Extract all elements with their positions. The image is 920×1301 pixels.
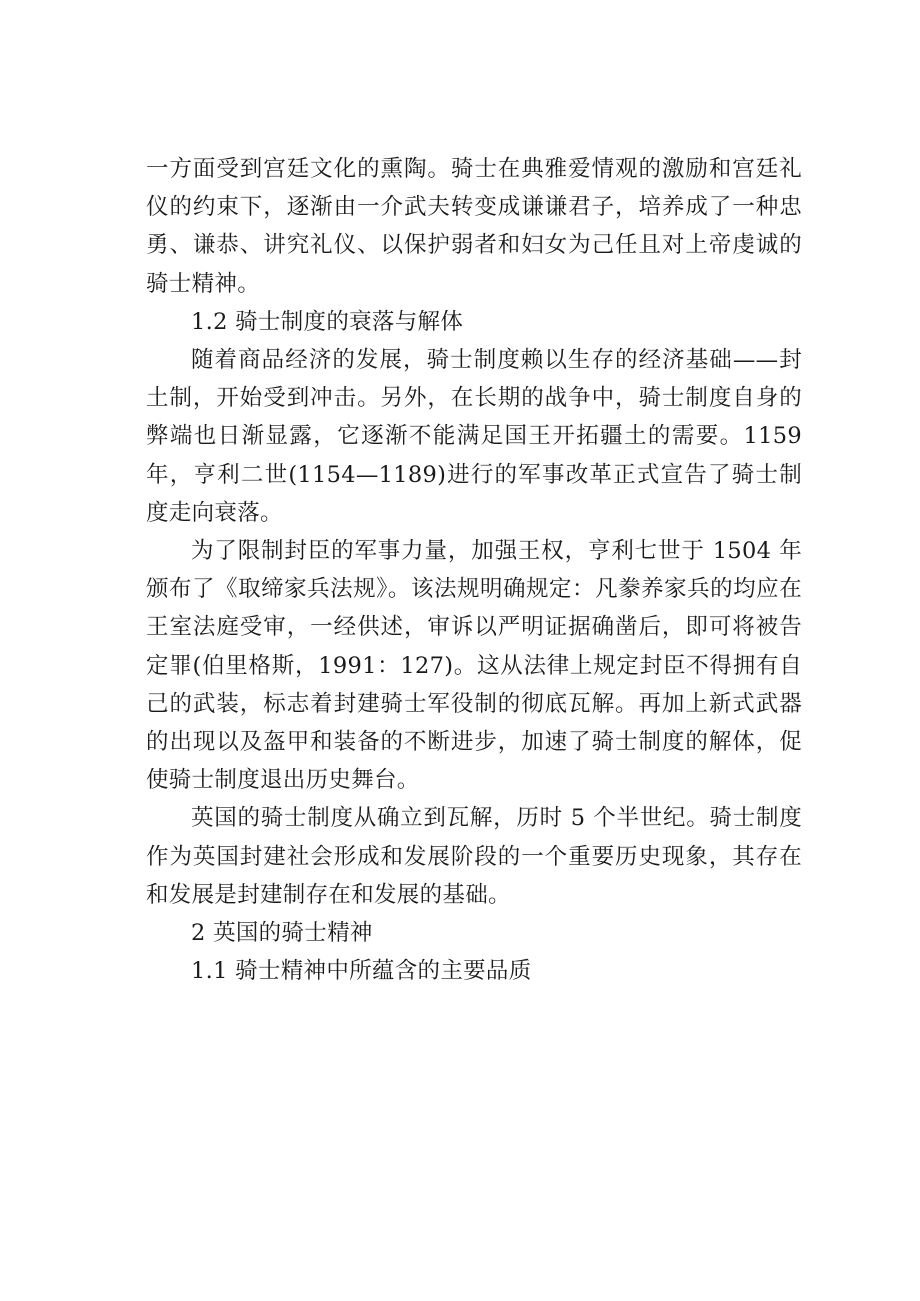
- paragraph-continuation: 一方面受到宫廷文化的熏陶。骑士在典雅爱情观的激励和宫廷礼仪的约束下，逐渐由一介武夫转变成谦谦君子，培养成了一种忠勇、谦恭、讲究礼仪、以保护弱者和妇女为己任且对上帝虔诚的骑士精神。: [146, 156, 802, 297]
- paragraph-dissolution: 为了限制封臣的军事力量，加强王权，亨利七世于 1504 年颁布了《取缔家兵法规》。该法规明确规定：凡豢养家兵的均应在王室法庭受审，一经供述，审诉以严明证据确凿后，即可将被告定罪(伯里格斯，1991：127)。这从法律上规定封臣不得拥有自己的武装，标志着封建骑士军役制的彻底瓦解。再加上新式武器的出现以及盔甲和装备的不断进步，加速了骑士制度的解体，促使骑士制度退出历史舞台。: [146, 538, 803, 794]
- section-heading-1-2: 1.2 骑士制度的衰落与解体: [191, 308, 464, 335]
- paragraph-decline: 随着商品经济的发展，骑士制度赖以生存的经济基础——封土制，开始受到冲击。另外，在长期的战争中，骑士制度自身的弊端也日渐显露，它逐渐不能满足国王开拓疆土的需要。1159 年，亨利二世(1154—1189)进行的军事改革正式宣告了骑士制度走向衰落。: [146, 347, 802, 526]
- section-heading-1-1: 1.1 骑士精神中所蕴含的主要品质: [191, 958, 532, 985]
- section-heading-2: 2 英国的骑士精神: [191, 920, 373, 947]
- paragraph-summary: 英国的骑士制度从确立到瓦解，历时 5 个半世纪。骑士制度作为英国封建社会形成和发展阶段的一个重要历史现象，其存在和发展是封建制存在和发展的基础。: [146, 805, 802, 908]
- document-body: [146, 150, 802, 990]
